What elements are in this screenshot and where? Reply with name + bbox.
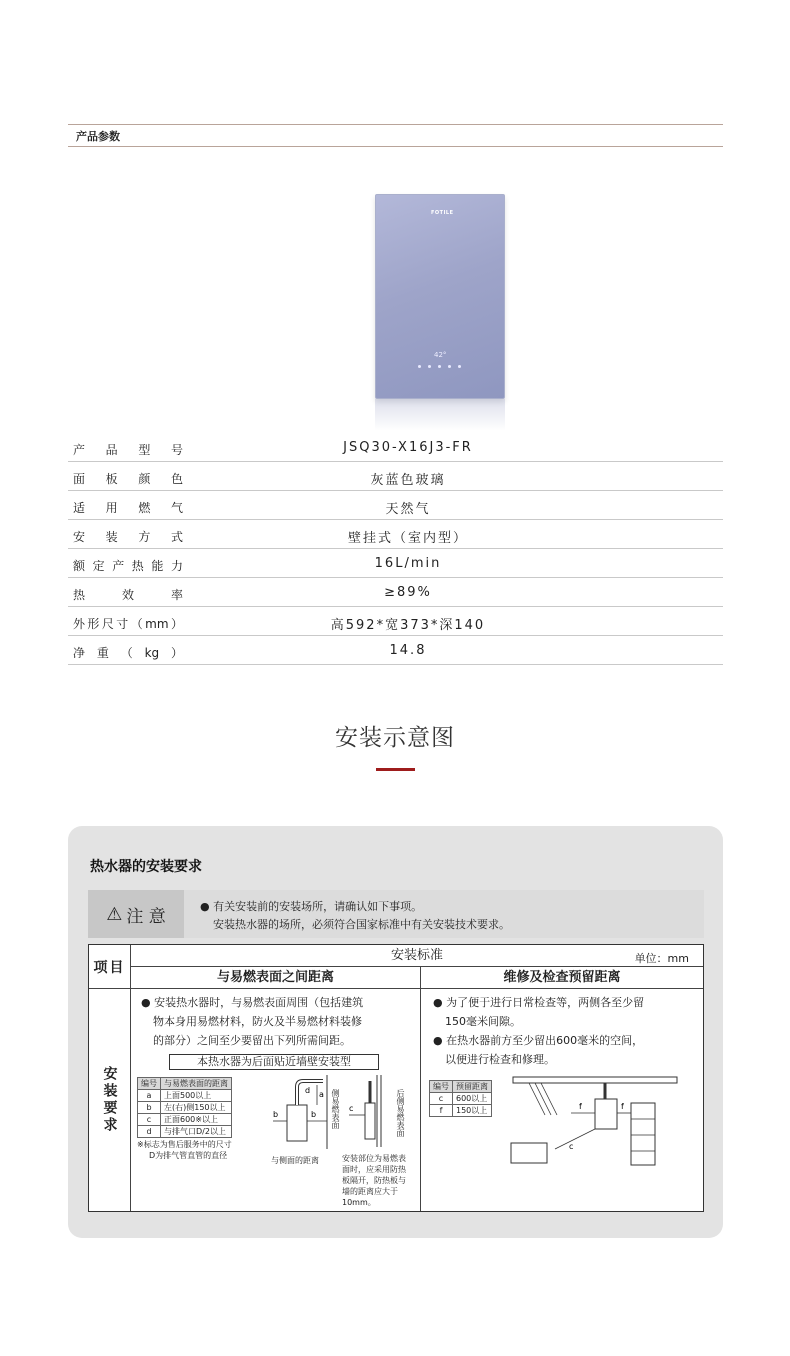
spec-value: 14.8 [389,643,427,658]
text-line: 物本身用易燃材料，防火及半易燃材料装修 [153,1015,362,1028]
note-line: 板隔开，防热板与 [342,1176,406,1185]
notice-line: 安装热水器的场所，必须符合国家标准中有关安装技术要求。 [213,918,510,931]
table-cell: f [430,1105,453,1117]
spec-row [68,520,723,549]
dimension-letter: c [349,1104,354,1113]
dimension-line [555,1129,595,1149]
table-row [138,1078,232,1090]
spec-value: 灰蓝色玻璃 [370,473,446,488]
spec-value: 高592*宽373*深140 [330,618,486,633]
notice-box [88,890,704,938]
dimension-letter: d [305,1086,311,1095]
spec-label: 面板颜色 [73,472,183,486]
dimension-letter: f [579,1102,582,1111]
dimension-letter: b [311,1110,317,1119]
standard-header-text: 安装标准 [390,948,443,963]
heat-shield-note [342,1153,406,1208]
text-line: ● 在热水器前方至少留出600毫米的空间， [433,1034,644,1047]
table-row [430,1105,492,1117]
dimension-letter: c [569,1142,574,1151]
table-row [138,1090,232,1102]
spec-row [68,607,723,636]
footnote-line: ※标志为售后服务中的尺寸 [137,1140,232,1149]
spec-value: 16L/min [374,556,442,571]
notice-line: ● 有关安装前的安装场所，请确认如下事项。 [200,900,423,913]
table-row [430,1081,492,1093]
table-cell: c [138,1114,161,1126]
install-type-box: 本热水器为后面贴近墙壁安装型 [169,1054,379,1070]
table-header-cell: 预留距离 [453,1081,492,1093]
maintenance-distance-header: 维修及检查预留距离 [421,967,703,989]
combustible-distance-header: 与易燃表面之间距离 [131,967,421,989]
side-surface-label: 侧易燃表面 [331,1089,340,1129]
spec-label: 热效率 [73,588,183,602]
touch-buttons [418,365,461,368]
notice-label [88,890,184,938]
dimension-letter: f [621,1102,624,1111]
button-dot-icon [448,365,451,368]
table-header-cell: 与易燃表面的距离 [161,1078,232,1090]
spec-row [68,549,723,578]
heater-outline [595,1099,617,1129]
rear-clearance-diagram [347,1075,395,1147]
temperature-display: 42° [434,351,447,359]
requirements-table [88,944,704,1212]
title-underline [376,768,415,771]
spec-value: 天然气 [385,502,431,517]
left-description [141,993,363,1050]
section-title: 产品参数 [76,130,120,143]
combustible-distance-cell [131,989,421,1211]
spec-label: 外形尺寸（mm） [73,617,183,631]
install-diagram-title: 安装示意图 [335,725,455,751]
notice-text [200,898,510,934]
maintenance-clearance-diagram [509,1075,689,1171]
button-dot-icon [438,365,441,368]
spec-value: 壁挂式（室内型） [347,531,468,546]
button-dot-icon [418,365,421,368]
table-cell: 左(右)侧150以上 [161,1102,232,1114]
spec-label: 产品型号 [73,443,183,457]
product-reflection [375,399,505,431]
button-dot-icon [458,365,461,368]
dimension-letter: a [319,1090,324,1099]
spec-value: JSQ30-X16J3-FR [343,440,473,455]
heater-outline [287,1105,307,1141]
install-requirements-panel [68,826,723,1238]
product-image [375,194,505,399]
note-line: 墙的距离应大于 [342,1187,398,1196]
panel-title: 热水器的安装要求 [90,859,202,875]
button-dot-icon [428,365,431,368]
spec-row [68,491,723,520]
table-cell: 上面500以上 [161,1090,232,1102]
text-line: 150毫米间隙。 [445,1015,521,1028]
side-label [89,989,131,1211]
table-header-cell: 编号 [138,1078,161,1090]
text-line: ● 为了便于进行日常检查等，两侧各至少留 [433,996,645,1009]
table-cell: 600以上 [453,1093,492,1105]
footnote-line: D为排气管直管的直径 [149,1151,228,1160]
table-row [138,1102,232,1114]
spec-label: 安装方式 [73,530,183,544]
warning-icon: ⚠ [106,903,123,925]
table-cell: b [138,1102,161,1114]
table-row [138,1114,232,1126]
table-row [138,1126,232,1138]
item-header: 项目 [89,945,131,989]
rear-surface-label: 后侧易燃表面 [396,1089,405,1137]
worktop-outline [511,1143,547,1163]
text-line: 的部分）之间至少要留出下列所需间距。 [153,1034,351,1047]
table-cell: 正面600※以上 [161,1114,232,1126]
brand-logo: FOTILE [431,210,454,216]
ceiling-beam [513,1077,677,1083]
notice-label-text: 注 意 [126,906,166,927]
right-description [433,993,644,1069]
maintenance-distance-cell [421,989,703,1211]
cabinet-outline [631,1103,655,1165]
side-label-text: 安装要求 [101,1066,118,1134]
note-line: 面时，应采用防热 [342,1165,406,1174]
table-cell: d [138,1126,161,1138]
standard-header [131,945,703,967]
dimension-letter: b [273,1110,279,1119]
spec-row [68,433,723,462]
text-line: 以便进行检查和修理。 [445,1053,555,1066]
spec-row [68,462,723,491]
unit-label: 单位：mm [634,952,689,965]
spec-value: ≥89% [384,585,432,600]
footnote [137,1139,232,1161]
table-header-cell: 编号 [430,1081,453,1093]
heater-side-outline [365,1103,375,1139]
table-cell: c [430,1093,453,1105]
note-line: 10mm。 [342,1198,376,1207]
table-cell: 150以上 [453,1105,492,1117]
spec-label: 净重（kg） [73,646,183,660]
table-cell: 与排气口D/2以上 [161,1126,232,1138]
spec-row [68,636,723,665]
spec-table [68,433,723,665]
maintenance-distance-table [429,1080,492,1117]
spec-label: 适用燃气 [73,501,183,515]
spec-label: 额定产热能力 [73,559,183,573]
text-line: ● 安装热水器时，与易燃表面周围（包括建筑 [141,996,364,1009]
spec-row [68,578,723,607]
side-distance-label: 与侧面的距离 [271,1156,319,1165]
combustible-distance-table [137,1077,232,1138]
table-cell: a [138,1090,161,1102]
note-line: 安装部位为易燃表 [342,1154,406,1163]
section-header [68,124,723,147]
table-row [430,1093,492,1105]
